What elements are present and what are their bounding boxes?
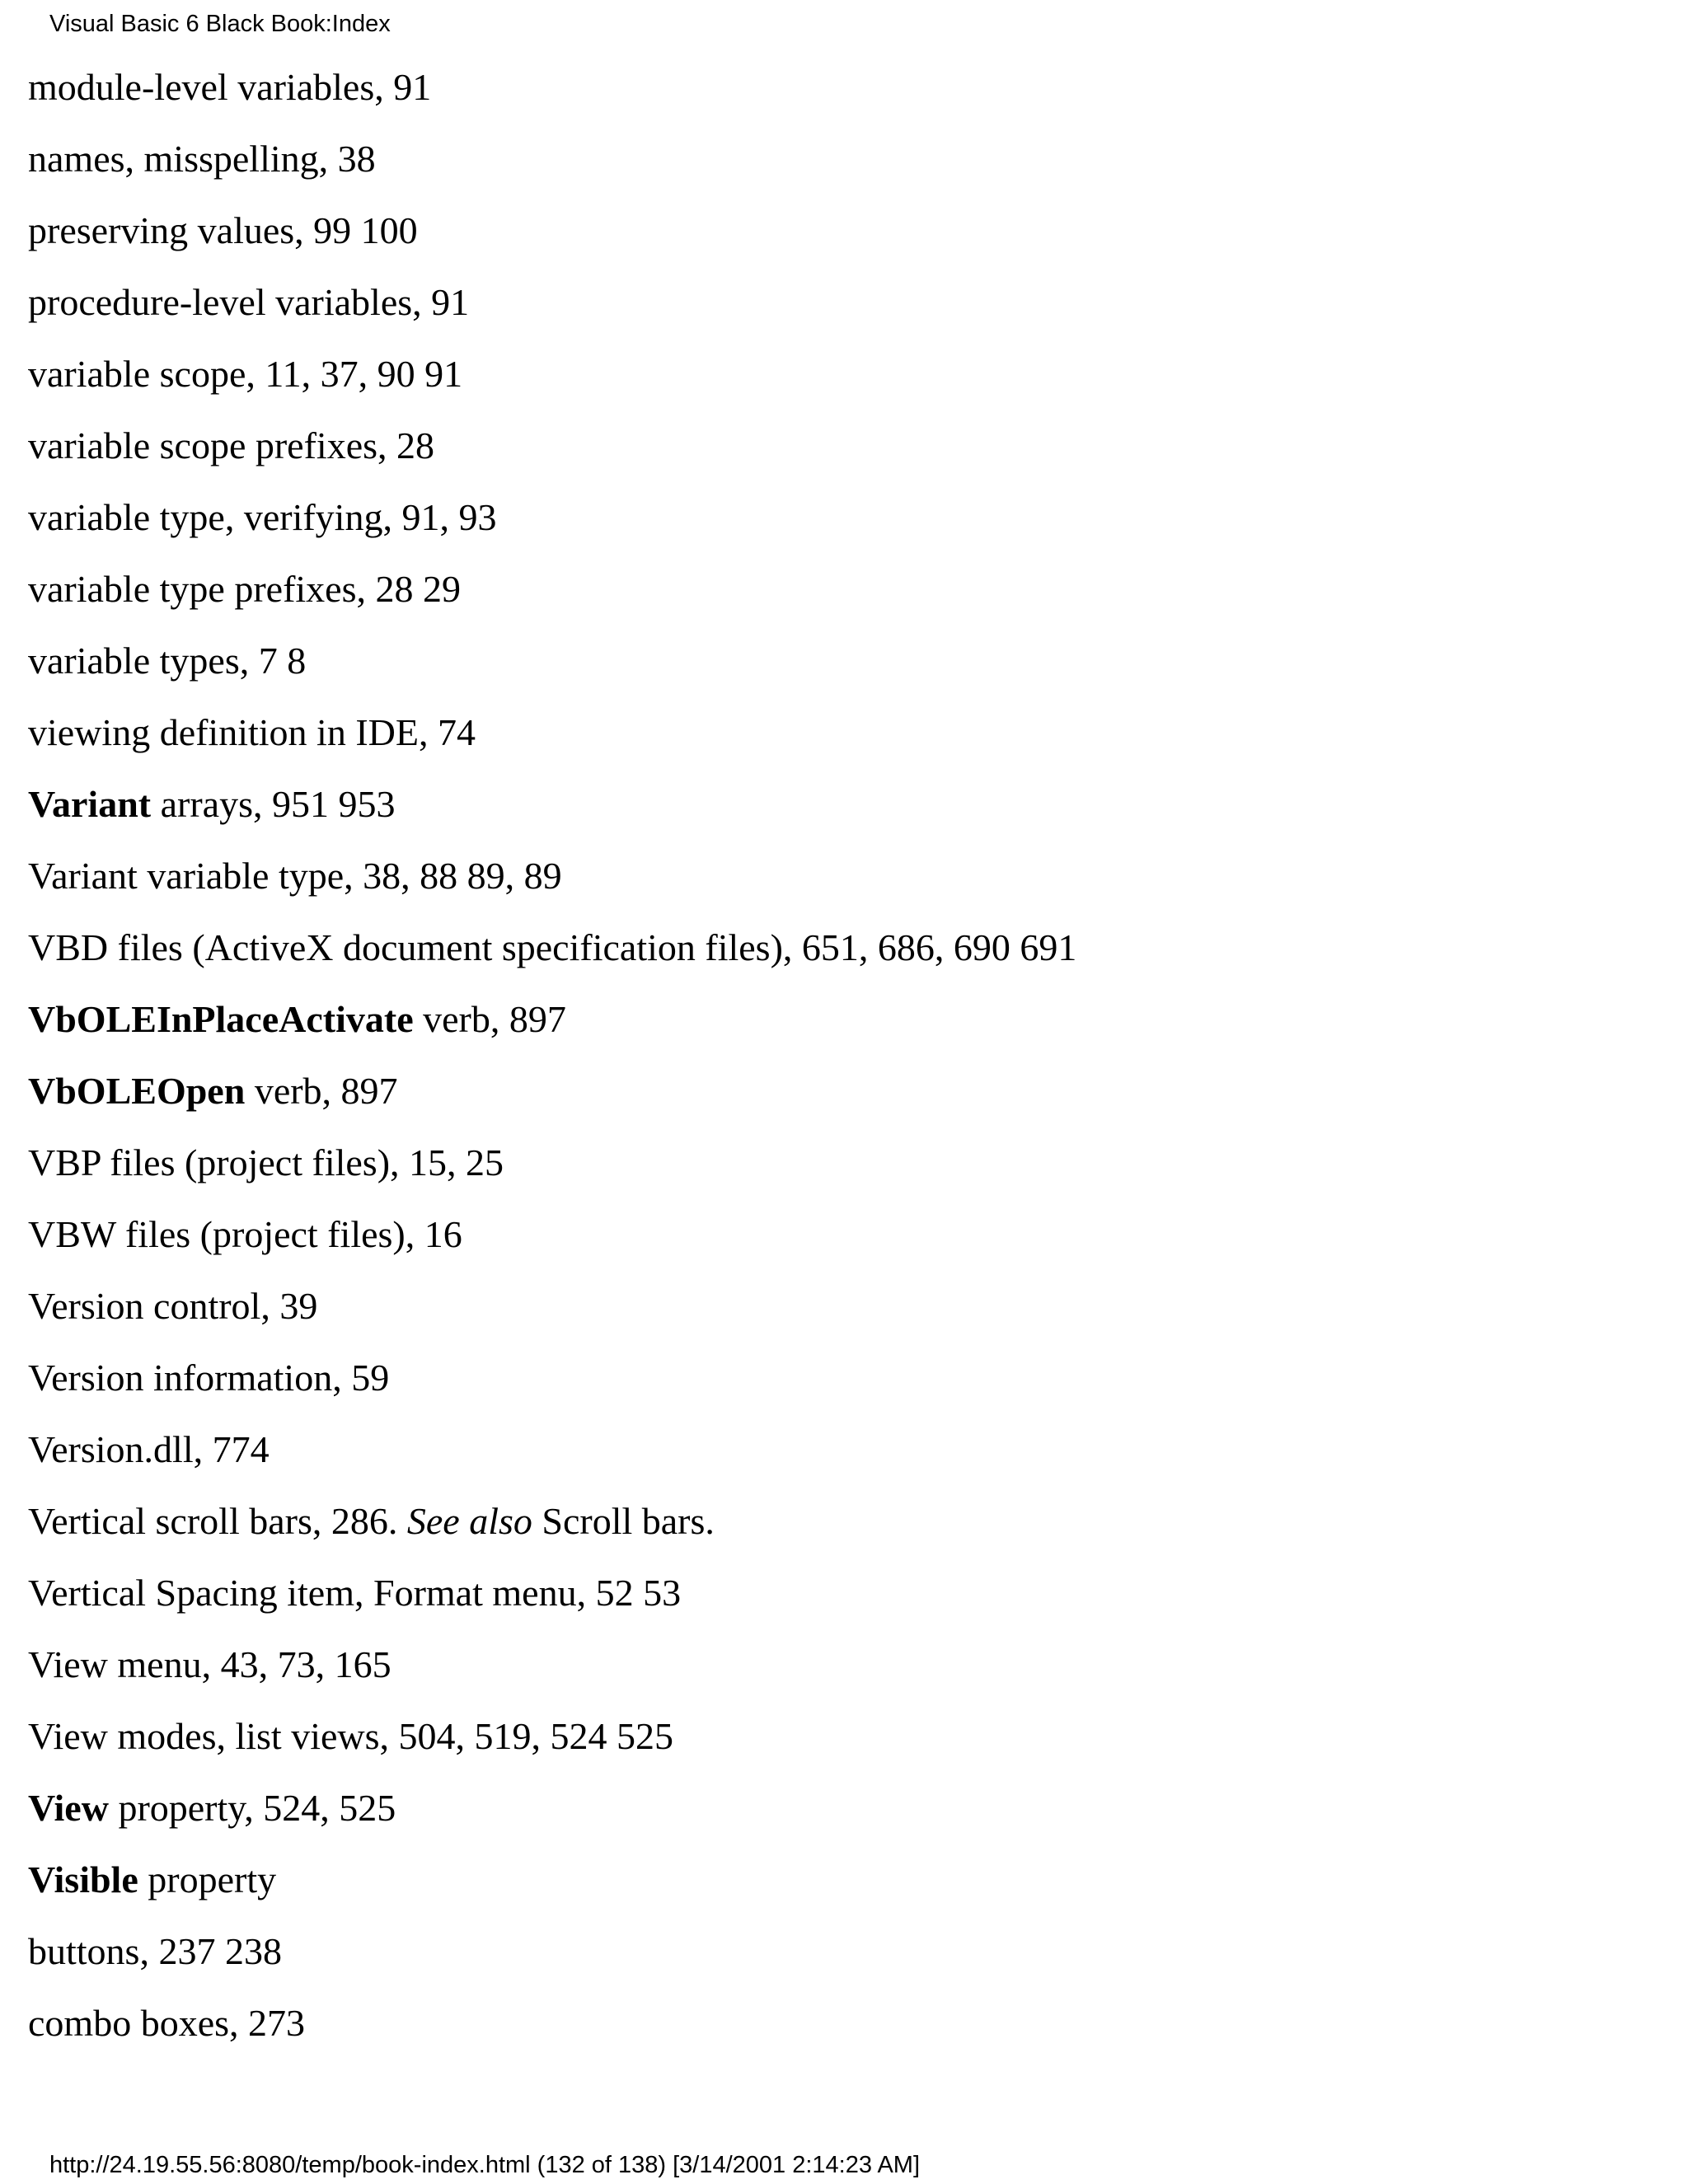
index-entry-text: combo boxes, 273	[28, 2002, 306, 2044]
index-entry-text: VBP files (project files), 15, 25	[28, 1141, 504, 1183]
index-entry	[28, 1198, 1076, 1270]
index-entry-list	[28, 51, 1076, 2059]
index-entry-text: Vertical scroll bars, 286.	[28, 1500, 407, 1542]
index-entry-bold-term: View	[28, 1787, 109, 1829]
index-entry-text: property	[138, 1858, 277, 1900]
index-entry	[28, 1413, 1076, 1485]
index-entry-text: Vertical Spacing item, Format menu, 52 53	[28, 1572, 682, 1614]
index-entry	[28, 1844, 1076, 1915]
index-entry	[28, 194, 1076, 266]
index-entry-text: preserving values, 99 100	[28, 209, 418, 251]
index-entry	[28, 1557, 1076, 1629]
index-entry-italic: See also	[406, 1500, 532, 1542]
index-entry	[28, 123, 1076, 194]
index-entry	[28, 1342, 1076, 1413]
index-entry-text: verb, 897	[413, 998, 566, 1040]
index-entry	[28, 840, 1076, 912]
index-entry	[28, 1270, 1076, 1342]
index-entry-text: names, misspelling, 38	[28, 138, 376, 180]
index-entry	[28, 481, 1076, 553]
index-entry	[28, 696, 1076, 768]
index-entry-text: VBW files (project files), 16	[28, 1213, 462, 1255]
index-entry-text: View menu, 43, 73, 165	[28, 1643, 392, 1685]
index-entry	[28, 768, 1076, 840]
index-entry	[28, 983, 1076, 1055]
index-entry-bold-term: VbOLEInPlaceActivate	[28, 998, 414, 1040]
index-entry-bold-term: Variant	[28, 783, 152, 825]
index-entry	[28, 1987, 1076, 2059]
index-entry-bold-term: VbOLEOpen	[28, 1070, 246, 1112]
index-entry	[28, 625, 1076, 696]
index-entry	[28, 1700, 1076, 1772]
index-entry	[28, 266, 1076, 338]
index-entry-text: property, 524, 525	[108, 1787, 396, 1829]
index-entry-text: variable scope, 11, 37, 90 91	[28, 353, 463, 395]
index-entry	[28, 1772, 1076, 1844]
index-entry-text: Version information, 59	[28, 1357, 390, 1399]
index-entry	[28, 1629, 1076, 1700]
index-entry-text: variable type prefixes, 28 29	[28, 568, 461, 610]
index-entry	[28, 1127, 1076, 1198]
index-entry-text: Version control, 39	[28, 1285, 318, 1327]
index-entry-text: buttons, 237 238	[28, 1930, 282, 1972]
index-entry-bold-term: Visible	[28, 1858, 138, 1900]
index-entry-text: viewing definition in IDE, 74	[28, 711, 476, 753]
page-footer-url: http://24.19.55.56:8080/temp/book-index.html (132 of 138) [3/14/2001 2:14:23 AM]	[49, 2152, 921, 2178]
index-entry-text: View modes, list views, 504, 519, 524 525	[28, 1715, 674, 1757]
index-entry	[28, 912, 1076, 983]
index-entry	[28, 410, 1076, 481]
index-entry-text: variable scope prefixes, 28	[28, 424, 435, 466]
index-entry-text: procedure-level variables, 91	[28, 281, 470, 323]
index-entry-text: variable type, verifying, 91, 93	[28, 496, 497, 538]
index-entry	[28, 1485, 1076, 1557]
index-entry-text: variable types, 7 8	[28, 640, 307, 682]
index-entry	[28, 1915, 1076, 1987]
index-entry	[28, 1055, 1076, 1127]
index-entry-text: arrays, 951 953	[151, 783, 396, 825]
index-entry-text: module-level variables, 91	[28, 66, 432, 108]
index-entry	[28, 51, 1076, 123]
index-entry-text: verb, 897	[245, 1070, 398, 1112]
index-entry-text: Variant variable type, 38, 88 89, 89	[28, 855, 562, 897]
page-header-title: Visual Basic 6 Black Book:Index	[49, 11, 391, 37]
index-entry	[28, 338, 1076, 410]
index-entry	[28, 553, 1076, 625]
index-entry-text: Version.dll, 774	[28, 1428, 270, 1470]
index-entry-text: VBD files (ActiveX document specification files), 651, 686, 690 691	[28, 926, 1077, 968]
index-entry-tail: Scroll bars.	[532, 1500, 715, 1542]
